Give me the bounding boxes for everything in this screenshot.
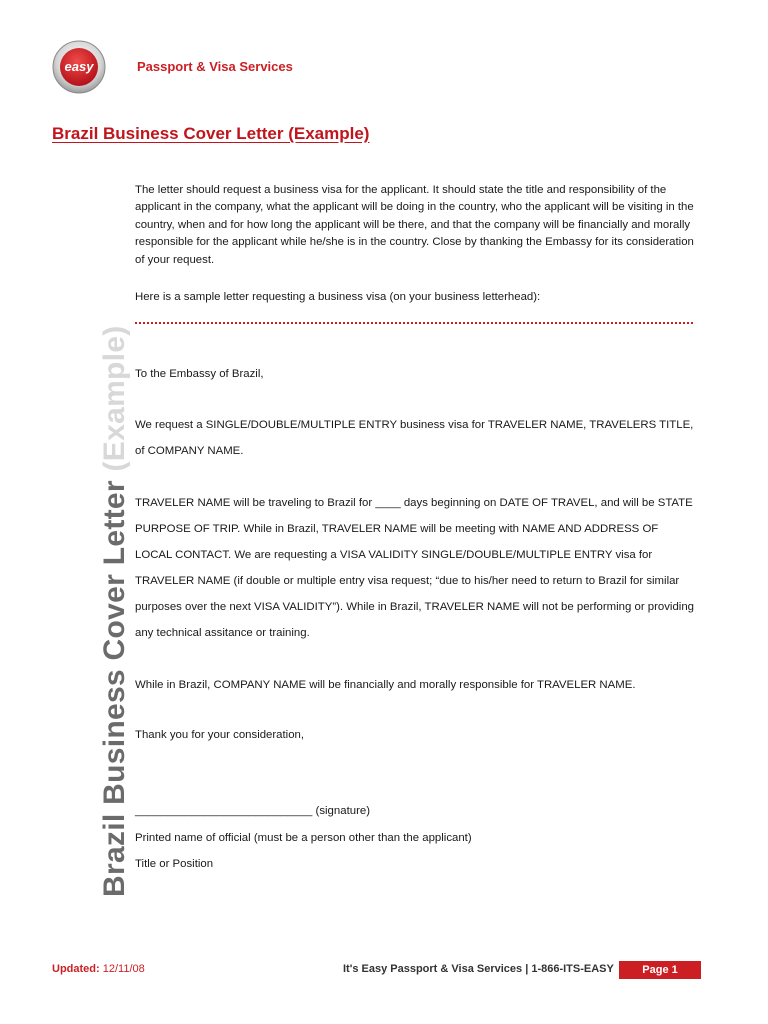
title-position-line: Title or Position — [135, 858, 214, 870]
side-title-muted: (Example) — [98, 325, 131, 472]
footer-updated — [52, 963, 145, 975]
side-title — [98, 325, 132, 897]
letter-paragraph-2: TRAVELER NAME will be traveling to Brazil for ____ days beginning on DATE OF TRAVEL, and will be STATE PURPOSE OF TRIP. While in Brazil, TRAVELER NAME will be meeting with NAME AND ADDRESS OF LOCAL CONTACT. We are requesting a VISA VALIDITY SINGLE/DOUBLE/MULTIPLE ENTRY visa for TRAVELER NAME (if double or multiple entry visa request; “due to his/her need to return to Brazil for similar purposes over the next VISA VALIDITY”). While in Brazil, TRAVELER NAME will not be performing or providing any technical assitance or training. — [135, 497, 694, 639]
updated-date: 12/11/08 — [99, 963, 145, 975]
letter-paragraph-1: We request a SINGLE/DOUBLE/MULTIPLE ENTRY business visa for TRAVELER NAME, TRAVELERS TITLE, of COMPANY NAME. — [135, 419, 694, 457]
sample-note: Here is a sample letter requesting a business visa (on your business letterhead): — [135, 291, 541, 303]
side-title-main: Brazil Business Cover Letter — [98, 471, 131, 897]
dotted-divider — [135, 322, 693, 324]
letter-salutation: To the Embassy of Brazil, — [135, 368, 264, 380]
footer-company: It's Easy Passport & Visa Services | 1-866-ITS-EASY — [343, 963, 614, 975]
signature-block — [135, 798, 695, 878]
easy-logo — [52, 40, 106, 94]
page-number-badge: Page 1 — [619, 961, 701, 979]
printed-name-line: Printed name of official (must be a person other than the applicant) — [135, 831, 472, 844]
letter-closing: Thank you for your consideration, — [135, 729, 305, 741]
svg-text:easy: easy — [64, 59, 94, 74]
intro-paragraph: The letter should request a business visa for the applicant. It should state the title and responsibility of the applicant in the company, what the applicant will be doing in the country, who the applicant will be visiting in the country, when and for how long the applicant will be there, and that the company will be financially and morally responsible for the applicant while he/she is in the country. Close by thanking the Embassy for its consideration of your request. — [135, 184, 694, 266]
document-title: Brazil Business Cover Letter (Example) — [52, 124, 370, 143]
letter-paragraph-3: While in Brazil, COMPANY NAME will be financially and morally responsible for TRAVELER NAME. — [135, 679, 636, 691]
signature-line: ____________________________ (signature) — [135, 805, 370, 817]
brand-name: Passport & Visa Services — [137, 59, 293, 74]
updated-label: Updated: — [52, 963, 100, 975]
